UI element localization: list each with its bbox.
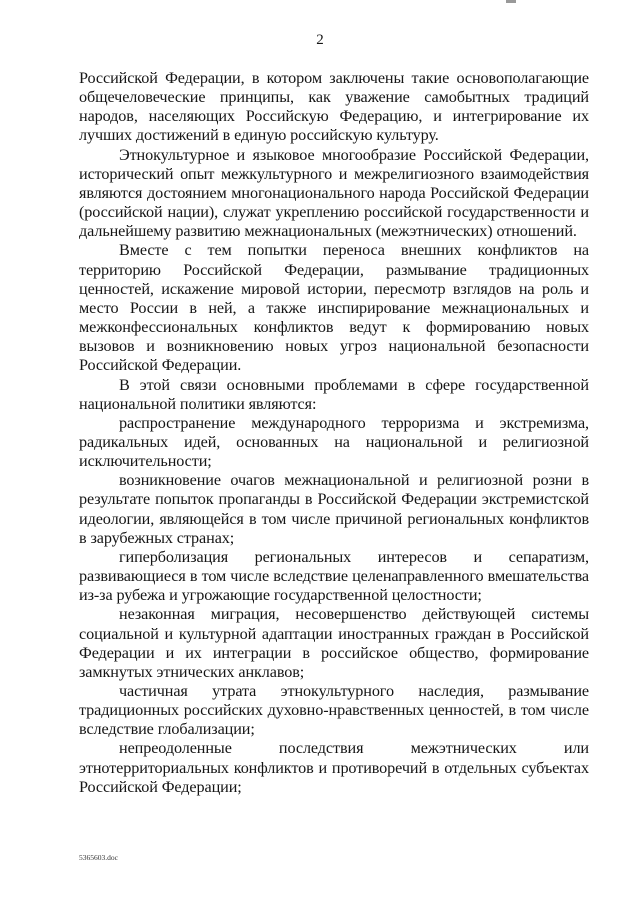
- list-item-terrorism: распространение международного терроризма и экстремизма, радикальных идей, основанных на национальной и религиозной исключительности;: [79, 413, 589, 471]
- list-item-migration: незаконная миграция, несовершенство действующей системы социальной и культурной адаптации иностранных граждан в Российской Федерации и их интеграции в российское общество, формирование замкнутых этнических анклавов;: [79, 605, 589, 681]
- paragraph-continuation: Российской Федерации, в котором заключены такие основополагающие общечеловеческие принципы, как уважение самобытных традиций народов, населяющих Российскую Федерацию, и интегрирование их лучших достижений в единую российскую культуру.: [79, 69, 589, 145]
- paragraph-external-conflicts: Вместе с тем попытки переноса внешних конфликтов на территорию Российской Федерации, размывание традиционных ценностей, искажение мировой истории, пересмотр взглядов на роль и место России в ней, а также инспирирование межнациональных и межконфессиональных конфликтов ведут к формированию новых вызовов и возникновению новых угроз национальной безопасности Российской Федерации.: [79, 241, 589, 375]
- list-item-separatism: гиперболизация региональных интересов и сепаратизм, развивающиеся в том числе вследствие целенаправленного вмешательства из-за рубежа и угрожающие государственной целостности;: [79, 547, 589, 605]
- scan-speck: [506, 0, 516, 3]
- list-item-heritage-loss: частичная утрата этнокультурного наследия, размывание традиционных российских духовно-нравственных ценностей, в том числе вследствие глобализации;: [79, 682, 589, 739]
- list-item-conflict-consequences: непреодоленные последствия межэтнических или этнотерриториальных конфликтов и противоречий в отдельных субъектах Российской Федерации;: [79, 739, 589, 796]
- paragraph-problems-intro: В этой связи основными проблемами в сфере государственной национальной политики являются:: [79, 375, 589, 413]
- list-item-religious-strife: возникновение очагов межнациональной и религиозной розни в результате попыток пропаганды в Российской Федерации экстремистской идеологии, являющейся в том числе причиной региональных конфликтов в зарубежных странах;: [79, 471, 589, 547]
- page-number: 2: [316, 32, 324, 48]
- document-body: [79, 69, 589, 797]
- paragraph-diversity: Этнокультурное и языковое многообразие Российской Федерации, исторический опыт межкультурного и межрелигиозного взаимодействия являются достоянием многонационального народа Российской Федерации (российской нации), служат укреплению российской государственности и дальнейшему развитию межнациональных (межэтнических) отношений.: [79, 145, 589, 241]
- document-filename: 5365603.doc: [79, 853, 118, 862]
